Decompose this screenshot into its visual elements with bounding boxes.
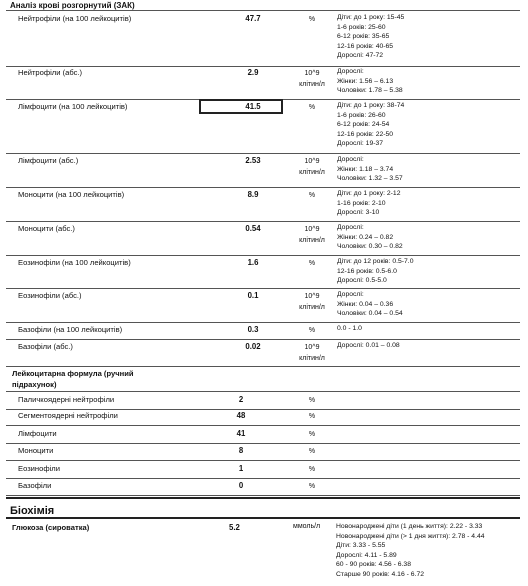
test-value: 0.54: [245, 224, 261, 233]
test-value: 0.3: [247, 325, 259, 334]
test-value: 47.7: [245, 14, 261, 23]
table-row: [6, 288, 520, 323]
table-row: [6, 221, 520, 256]
test-unit: [294, 325, 330, 336]
glucose-ref-line: Діти: 3.33 - 5.55: [336, 542, 386, 550]
reference-range: [337, 223, 403, 252]
test-unit: %: [308, 483, 316, 490]
test-name: Сегментоядерні нейтрофіли: [18, 411, 118, 420]
reference-range: [337, 324, 362, 334]
reference-line: Жінки: 1.18 – 3.74: [337, 165, 394, 173]
reference-range: [337, 189, 401, 218]
table-row: [6, 255, 520, 289]
unit-line: клітин/л: [299, 81, 325, 88]
reference-line: Жінки: 0.24 – 0.82: [337, 233, 394, 241]
test-name: Лімфоцити (на 100 лейкоцитів): [18, 102, 128, 111]
reference-range: [337, 155, 403, 184]
unit-line: 10^9: [304, 226, 320, 233]
section-title-manual: [12, 368, 134, 390]
unit-line: клітин/л: [299, 304, 325, 311]
test-unit: [294, 190, 330, 201]
table-row: [6, 99, 520, 154]
test-unit: %: [308, 466, 316, 473]
reference-line: Чоловіки: 0.04 – 0.54: [337, 310, 403, 318]
reference-line: 12-16 років: 40-65: [337, 42, 394, 50]
test-name: Лімфоцити (абс.): [18, 156, 79, 165]
glucose-unit: ммоль/л: [293, 523, 321, 530]
test-value: 41.5: [245, 102, 261, 111]
reference-range: [337, 341, 400, 351]
test-unit: %: [308, 413, 316, 420]
unit-line: клітин/л: [299, 169, 325, 176]
reference-line: Дорослі: 3-10: [337, 209, 380, 217]
test-unit: %: [308, 448, 316, 455]
section-title-cbc: Аналіз крові розгорнутий (ЗАК): [10, 1, 135, 10]
test-name: Моноцити: [18, 446, 54, 455]
glucose-reference: [336, 522, 485, 580]
reference-line: Діти: до 1 року: 2-12: [337, 190, 401, 197]
test-unit: [294, 14, 330, 25]
reference-line: 1-6 років: 26-60: [337, 111, 386, 119]
section-divider: [6, 517, 520, 519]
reference-line: Діти: до 1 року: 38-74: [337, 102, 405, 109]
table-row: [6, 461, 520, 479]
unit-line: клітин/л: [299, 355, 325, 362]
reference-line: 1-6 років: 25-60: [337, 23, 386, 31]
reference-range: [337, 67, 403, 96]
test-name: Нейтрофіли (на 100 лейкоцитів): [18, 14, 132, 23]
reference-range: [337, 101, 404, 149]
section-title-biochem: Біохімія: [10, 505, 55, 517]
reference-line: 1-16 років: 2-10: [337, 199, 386, 207]
glucose-ref-line: 60 - 90 років: 4.56 - 6.38: [336, 561, 411, 569]
test-name: Базофіли (абс.): [18, 342, 73, 351]
reference-line: Чоловіки: 0.30 – 0.82: [337, 243, 403, 251]
reference-line: 12-16 років: 0.5-6.0: [337, 267, 397, 275]
test-name: Нейтрофіли (абс.): [18, 68, 83, 77]
reference-line: Дорослі: 0.5-5.0: [337, 277, 387, 285]
glucose-ref-line: Старше 90 років: 4.16 - 6.72: [336, 570, 425, 578]
table-row: [6, 187, 520, 222]
test-unit: [294, 342, 330, 364]
test-value: 2: [238, 395, 244, 404]
reference-line: 0.0 - 1.0: [337, 325, 362, 332]
glucose-name: Глюкоза (сироватка): [12, 523, 90, 532]
test-name: Базофіли (на 100 лейкоцитів): [18, 325, 123, 334]
test-unit: %: [308, 431, 316, 438]
manual-title-line-2: підрахунок): [12, 380, 57, 389]
reference-range: [337, 257, 413, 286]
table-row: [6, 322, 520, 340]
reference-line: Дорослі:: [337, 68, 364, 75]
glucose-value: 5.2: [229, 523, 240, 532]
reference-line: Чоловіки: 1.78 – 5.38: [337, 87, 403, 95]
reference-line: 12-16 років: 22-50: [337, 130, 394, 138]
reference-line: Дорослі:: [337, 291, 364, 298]
table-row: [6, 408, 520, 426]
unit-line: %: [308, 327, 316, 334]
test-unit: [294, 102, 330, 113]
section-divider: [6, 497, 520, 499]
reference-line: Жінки: 1.56 – 6.13: [337, 77, 394, 85]
test-unit: %: [308, 397, 316, 404]
test-unit: [294, 258, 330, 269]
test-name: Базофіли: [18, 481, 52, 490]
table-row: [6, 426, 520, 444]
test-name: Еозинофіли (на 100 лейкоцитів): [18, 258, 131, 267]
unit-line: клітин/л: [299, 237, 325, 244]
unit-line: %: [308, 260, 316, 267]
reference-range: [337, 13, 404, 61]
glucose-ref-line: Новонароджені діти (> 1 дня життя): 2.78 - 4.44: [336, 532, 485, 540]
unit-line: %: [308, 192, 316, 199]
table-row: [6, 478, 520, 496]
test-unit: [294, 68, 330, 90]
reference-line: Жінки: 0.04 – 0.36: [337, 300, 394, 308]
test-value: 8: [238, 446, 244, 455]
unit-line: 10^9: [304, 158, 320, 165]
test-name: Моноцити (абс.): [18, 224, 75, 233]
test-value: 0.1: [247, 291, 259, 300]
reference-line: 6-12 років: 35-65: [337, 33, 390, 41]
test-value: 1: [238, 464, 244, 473]
unit-line: %: [308, 104, 316, 111]
test-value: 8.9: [247, 190, 259, 199]
unit-line: %: [308, 16, 316, 23]
manual-title-line-1: Лейкоцитарна формула (ручний: [12, 369, 134, 378]
test-value: 48: [236, 411, 246, 420]
reference-line: Діти: до 1 року: 15-45: [337, 14, 405, 21]
reference-line: Дорослі: 0.01 – 0.08: [337, 342, 400, 349]
test-value: 2.9: [247, 68, 259, 77]
table-row: [6, 65, 520, 100]
glucose-ref-line: Новонароджені діти (1 день життя): 2.22 - 3.33: [336, 523, 483, 530]
glucose-ref-line: Дорослі: 4.11 - 5.89: [336, 551, 397, 559]
reference-line: Діти: до 12 років: 0.5-7.0: [337, 258, 414, 265]
reference-line: Чоловіки: 1.32 – 3.57: [337, 175, 403, 183]
test-value: 0.02: [245, 342, 261, 351]
unit-line: 10^9: [304, 293, 320, 300]
unit-line: 10^9: [304, 70, 320, 77]
test-name: Лімфоцити: [18, 429, 57, 438]
table-row: [6, 443, 520, 461]
test-value: 1.6: [247, 258, 259, 267]
test-name: Еозинофіли (абс.): [18, 291, 82, 300]
test-unit: [294, 224, 330, 246]
unit-line: 10^9: [304, 344, 320, 351]
table-row: [6, 10, 520, 67]
test-unit: [294, 156, 330, 178]
test-name: Еозинофіли: [18, 464, 60, 473]
reference-line: Дорослі:: [337, 224, 364, 231]
table-row: [6, 339, 520, 367]
test-value: 0: [238, 481, 244, 490]
table-row: [6, 153, 520, 188]
test-unit: [294, 291, 330, 313]
reference-line: Дорослі: 47-72: [337, 52, 384, 60]
reference-line: Дорослі: 19-37: [337, 140, 384, 148]
test-name: Паличкоядерні нейтрофіли: [18, 395, 115, 404]
reference-line: Дорослі:: [337, 156, 364, 163]
reference-range: [337, 290, 403, 319]
test-value: 41: [236, 429, 246, 438]
reference-line: 6-12 років: 24-54: [337, 121, 390, 129]
test-name: Моноцити (на 100 лейкоцитів): [18, 190, 125, 199]
test-value: 2.53: [245, 156, 261, 165]
